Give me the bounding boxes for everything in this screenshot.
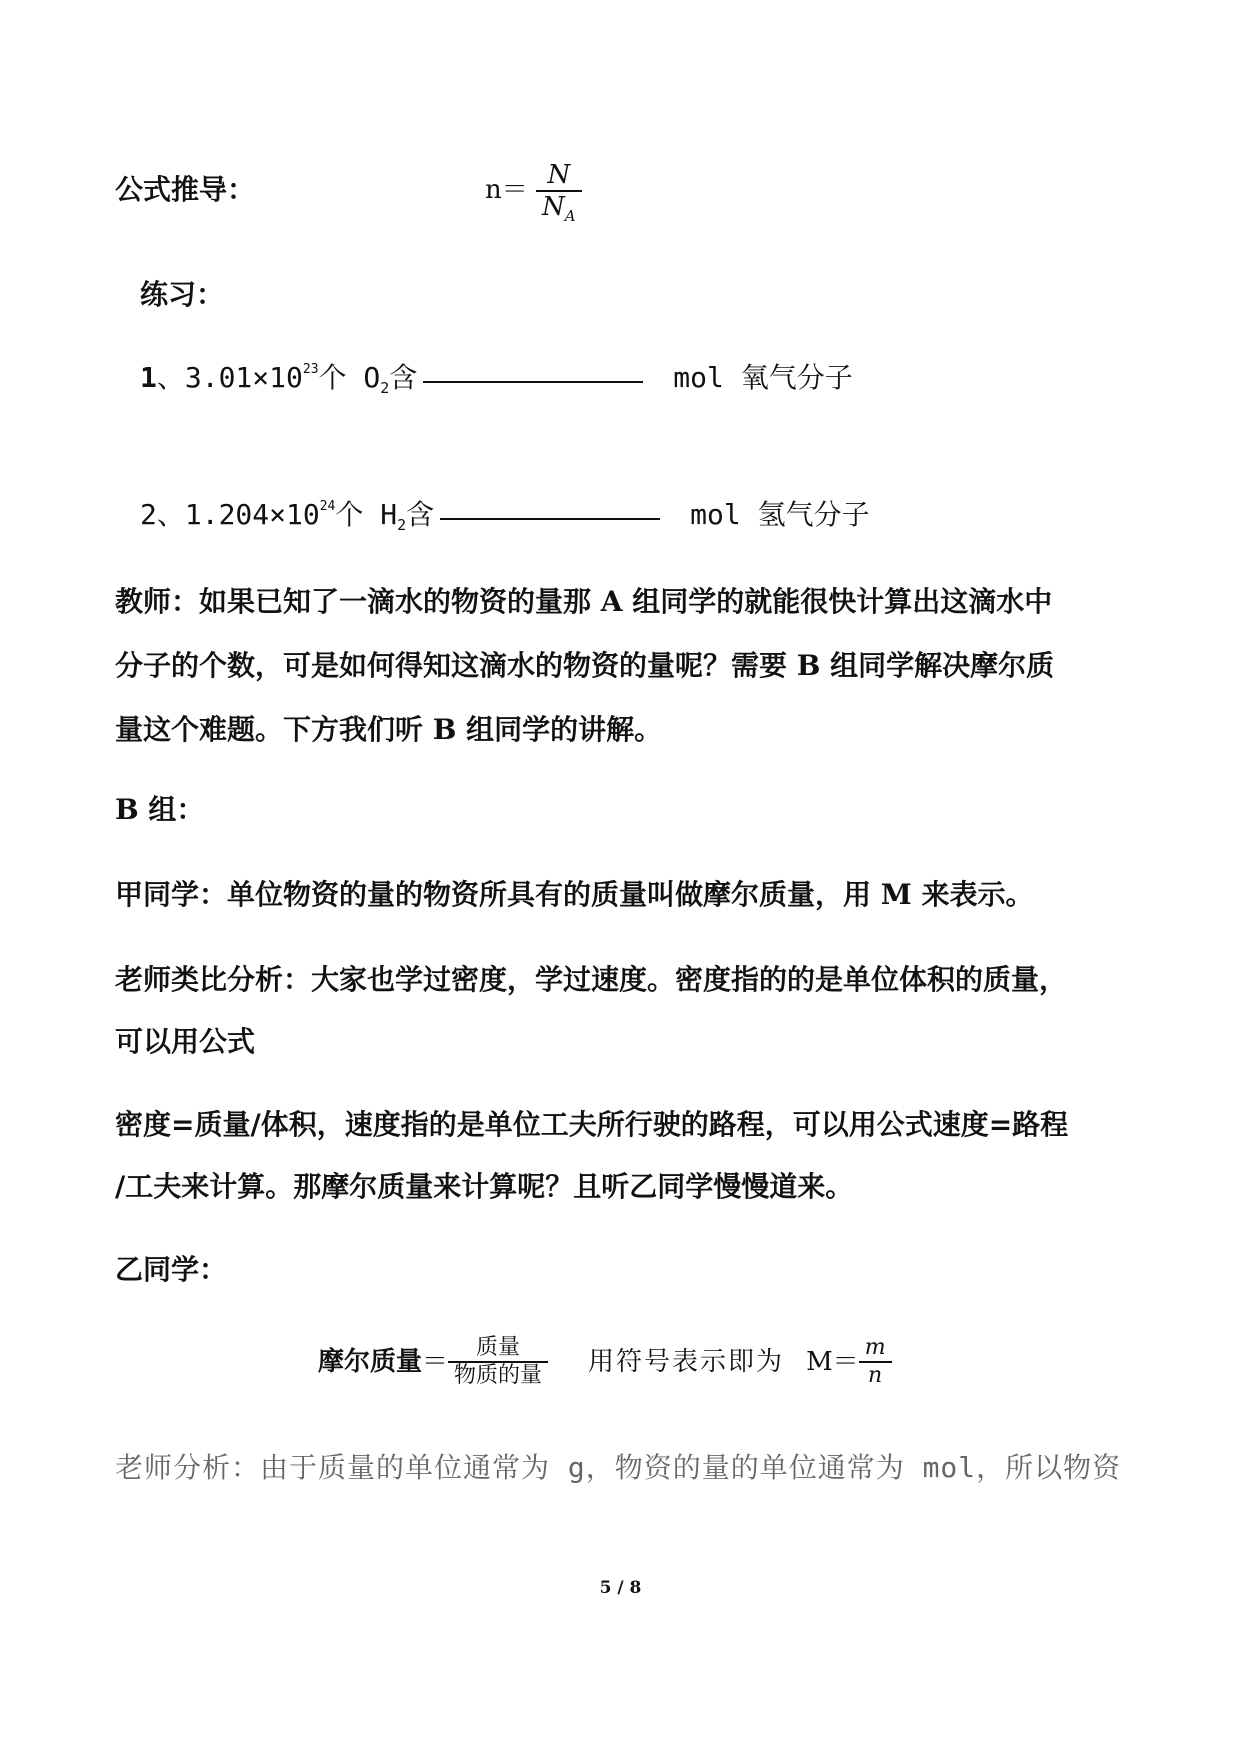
question-2-exponent: 24 <box>319 499 336 514</box>
teacher-analogy-line-2: 可以用公式 <box>115 1025 256 1058</box>
molar-mass-denominator: 物质的量 <box>454 1363 543 1388</box>
molar-mass-lhs: 摩尔质量 <box>318 1347 423 1377</box>
question-1-subscript: 2 <box>380 379 390 397</box>
question-1-unit: mol 氧气分子 <box>673 361 853 394</box>
density-speed-line-2: /工夫来计算。那摩尔质量来计算呢？且听乙同学慢慢道来。 <box>115 1170 854 1203</box>
question-2-text-a: 2、1.204×10 <box>140 498 320 531</box>
molar-mass-formula <box>318 1335 892 1389</box>
practice-question-1 <box>140 358 853 398</box>
m-formula-lhs: M＝ <box>806 1347 859 1377</box>
practice-question-2 <box>140 495 870 535</box>
n-formula <box>485 160 582 225</box>
symbol-description: 用符号表示即为 <box>588 1347 785 1377</box>
page-number: 5 / 8 <box>599 1578 642 1598</box>
teacher-paragraph-line-2: 分子的个数，可是如何得知这滴水的物资的量呢？需要 B 组同学解决摩尔质 <box>115 649 1055 682</box>
teacher-paragraph-line-3: 量这个难题。下方我们听 B 组同学的讲解。 <box>115 713 663 746</box>
m-fraction-numerator: m <box>864 1335 886 1360</box>
n-formula-lhs: n＝ <box>485 175 528 205</box>
practice-label: 练习： <box>140 278 225 311</box>
answer-blank-2[interactable] <box>440 516 660 520</box>
question-1-text-b: 个 O <box>318 361 381 394</box>
molar-mass-fraction <box>448 1335 548 1389</box>
answer-blank-1[interactable] <box>423 379 643 383</box>
m-fraction <box>859 1335 892 1389</box>
student-a-statement: 甲同学：单位物资的量的物资所具有的质量叫做摩尔质量，用 M 来表示。 <box>115 878 1034 911</box>
teacher-analysis: 老师分析：由于质量的单位通常为 g，物资的量的单位通常为 mol，所以物资 <box>115 1451 1122 1484</box>
teacher-analogy-line-1: 老师类比分析：大家也学过密度，学过速度。密度指的的是单位体积的质量， <box>115 963 1068 996</box>
question-1-number: 1 <box>140 361 157 394</box>
teacher-paragraph-line-1: 教师：如果已知了一滴水的物资的量那 A 组同学的就能很快计算出这滴水中 <box>115 585 1053 618</box>
molar-mass-equals: ＝ <box>422 1347 449 1377</box>
question-1-text-c: 含 <box>389 361 418 394</box>
student-b-label: 乙同学： <box>115 1253 228 1286</box>
n-fraction <box>536 160 582 225</box>
molar-mass-numerator: 质量 <box>476 1335 521 1360</box>
question-1-exponent: 23 <box>302 362 319 377</box>
question-2-unit: mol 氢气分子 <box>690 498 870 531</box>
question-2-text-b: 个 H <box>335 498 398 531</box>
n-fraction-denominator-sub: A <box>564 207 576 225</box>
m-fraction-denominator: n <box>868 1363 883 1388</box>
question-2-text-c: 含 <box>406 498 435 531</box>
n-fraction-numerator: N <box>547 160 571 190</box>
n-fraction-denominator: $N_A$ <box>542 192 576 225</box>
question-2-subscript: 2 <box>397 516 407 534</box>
formula-derivation-label: 公式推导： <box>115 173 256 206</box>
density-speed-line-1: 密度=质量/体积，速度指的是单位工夫所行驶的路程，可以用公式速度=路程 <box>115 1108 1069 1141</box>
question-1-text-a: 、3.01×10 <box>156 361 303 394</box>
group-b-label: B 组： <box>115 793 205 826</box>
